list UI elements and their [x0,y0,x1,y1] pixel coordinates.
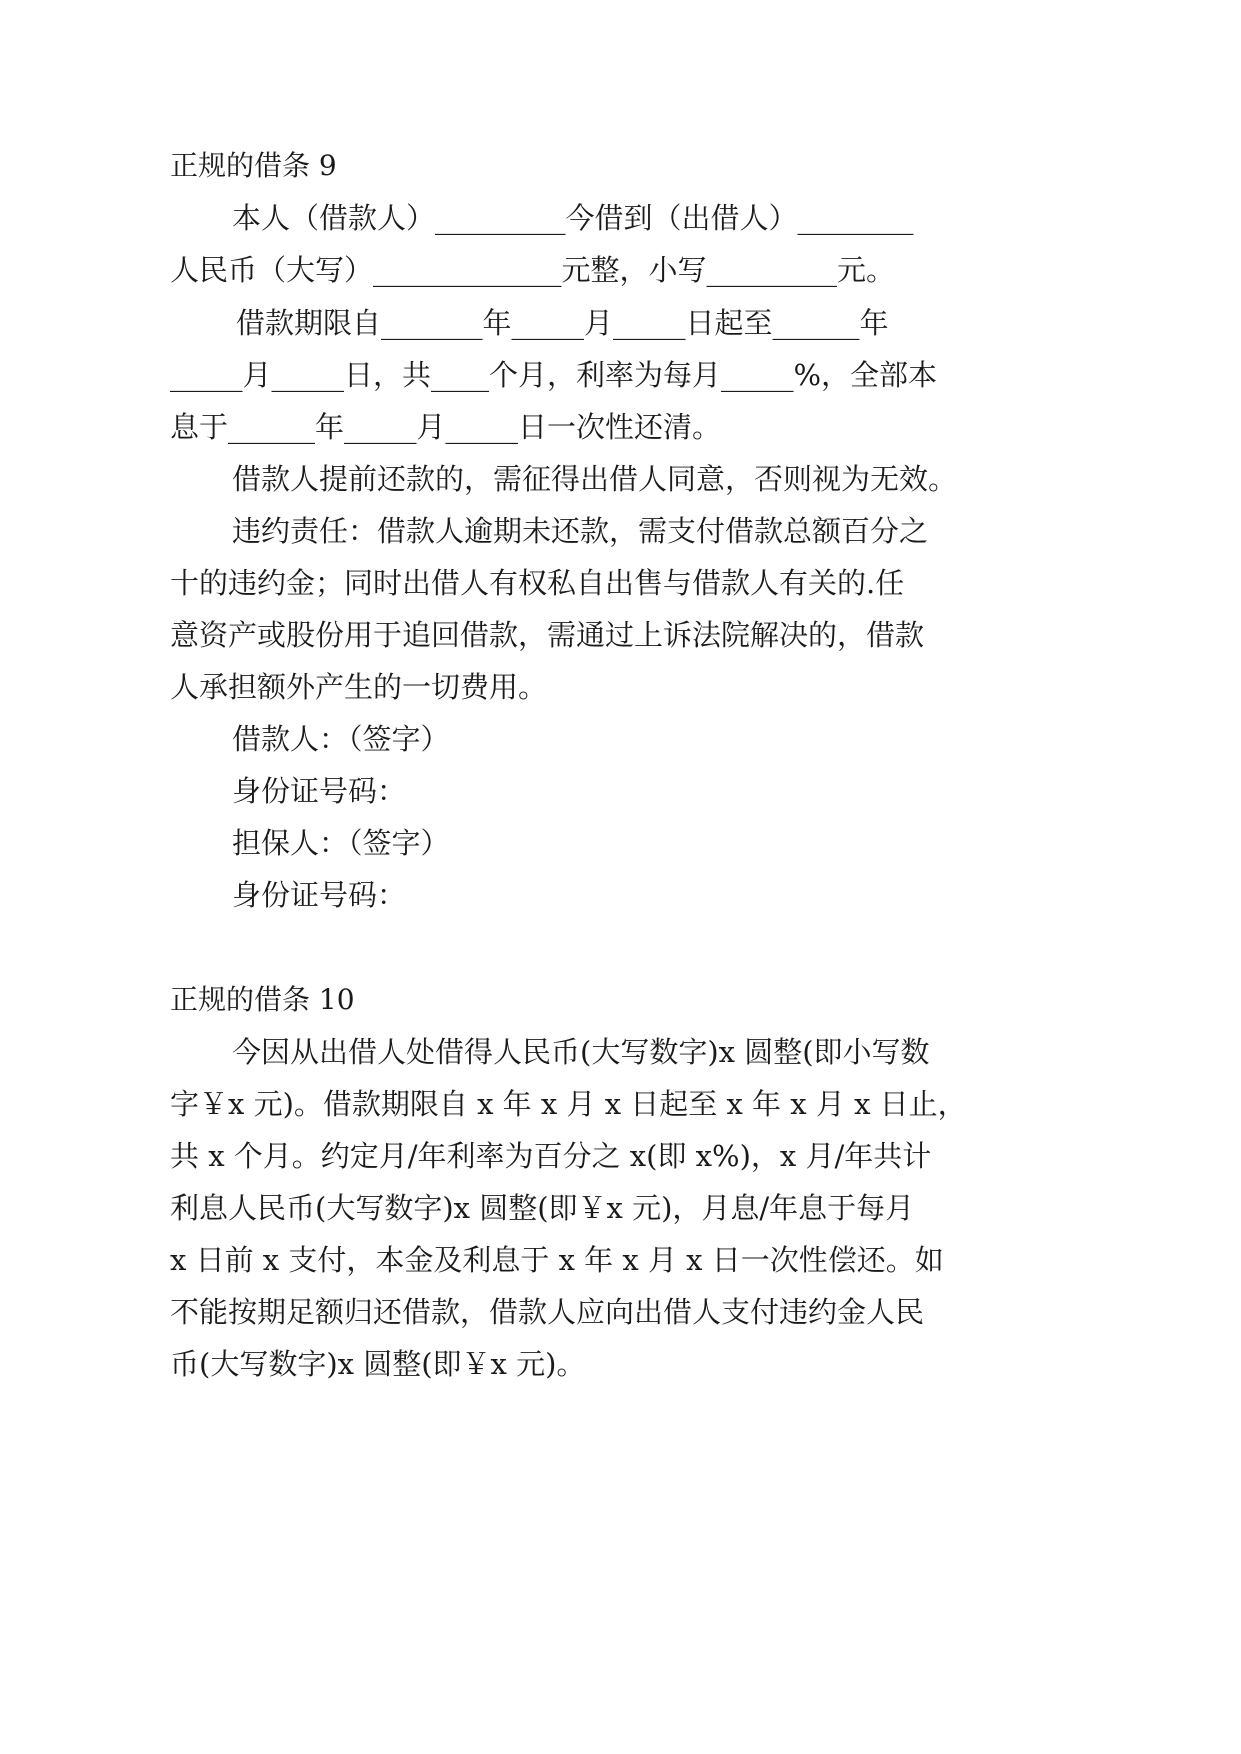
section-9-line-9: 意资产或股份用于追回借款，需通过上诉法院解决的，借款 [170,618,925,652]
section-9-line-5: 息于______年_____月_____日一次性还清。 [170,410,722,444]
section-10-title: 正规的借条 10 [170,983,355,1016]
section-9-line-2: 人民币（大写）_____________元整，小写_________元。 [170,253,896,287]
section-9-line-7: 违约责任：借款人逾期未还款，需支付借款总额百分之 [232,514,929,548]
section-9-line-1: 本人（借款人）_________今借到（出借人）________ [232,201,914,235]
section-10-line-6: 不能按期足额归还借款，借款人应向出借人支付违约金人民 [170,1295,925,1329]
section-9-line-4: _____月_____日，共____个月，利率为每月_____%，全部本 [170,358,938,392]
guarantor-signature-label: 担保人：（签字） [232,826,450,860]
section-9-line-10: 人承担额外产生的一切费用。 [170,670,548,704]
borrower-id-label: 身份证号码： [232,774,407,808]
section-9-title: 正规的借条 9 [170,149,337,182]
section-10-line-3: 共 x 个月。约定月/年利率为百分之 x(即 x%)，x 月/年共计 [170,1139,932,1173]
section-10-line-4: 利息人民币(大写数字)x 圆整(即￥x 元)，月息/年息于每月 [170,1191,915,1225]
section-9-line-3: 借款期限自_______年_____月_____日起至______年 [236,306,889,340]
section-10-line-1: 今因从出借人处借得人民币(大写数字)x 圆整(即小写数 [232,1035,930,1069]
section-9-line-8: 十的违约金；同时出借人有权私自出售与借款人有关的.任 [170,566,905,600]
section-10-line-5: x 日前 x 支付，本金及利息于 x 年 x 月 x 日一次性偿还。如 [170,1243,944,1277]
section-10-line-7: 币(大写数字)x 圆整(即￥x 元)。 [170,1347,586,1381]
section-10-line-2: 字￥x 元)。借款期限自 x 年 x 月 x 日起至 x 年 x 月 x 日止， [170,1087,967,1121]
section-9-line-6: 借款人提前还款的，需征得出借人同意，否则视为无效。 [232,462,958,496]
borrower-signature-label: 借款人：（签字） [232,722,450,756]
guarantor-id-label: 身份证号码： [232,878,407,912]
